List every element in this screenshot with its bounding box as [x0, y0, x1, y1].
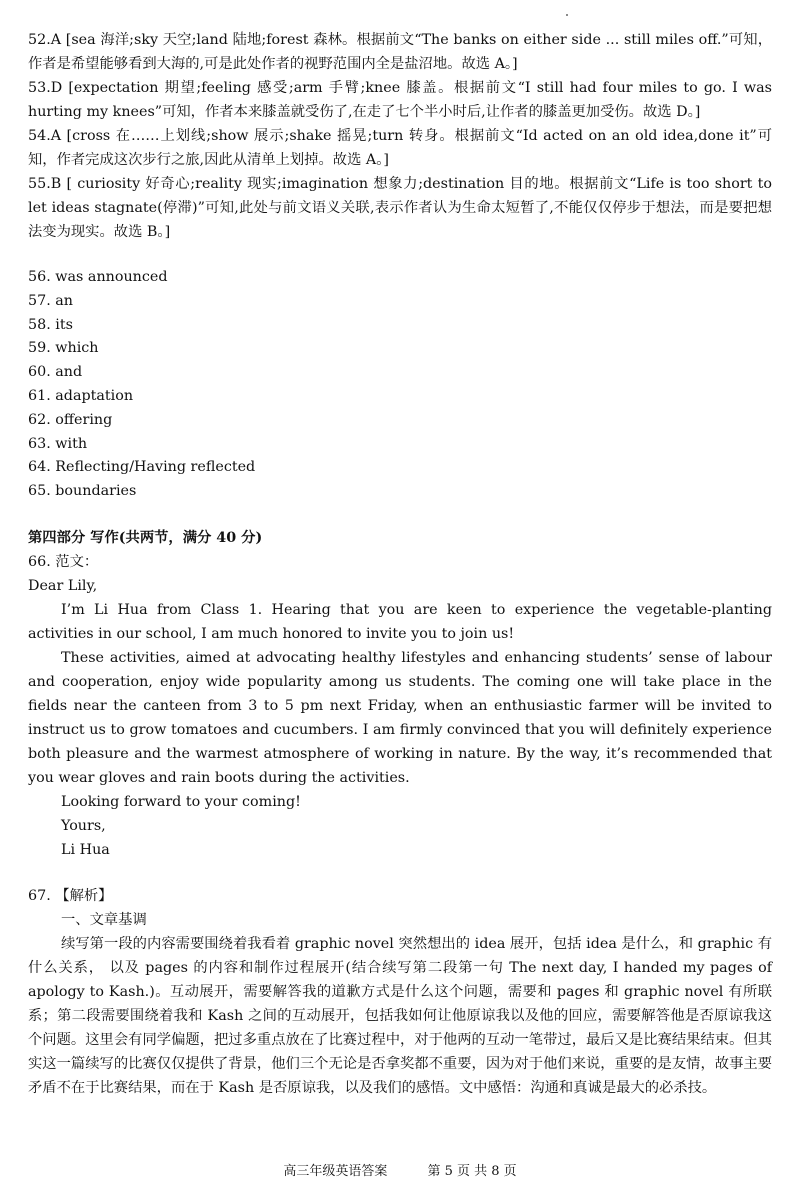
answer-64: 64. Reflecting/Having reflected — [28, 459, 256, 476]
section-title: 第四部分 写作(共两节，满分 40 分) — [28, 529, 263, 546]
q67-label: 67. 【解析】 — [28, 887, 113, 904]
answer-55: 55.B [ curiosity 好奇心;reality 现实;imagination 想象力;destination 目的地。根据前文“Life is too short to let ideas stagnate(停滞)”可知,此处与前文语义关联,表示作者认为生命太短暂了,不能仅仅停步于想法，而是要把想法变为现实。故选 B。] — [28, 176, 772, 240]
grammar-answers — [28, 266, 772, 504]
writing-section — [28, 526, 772, 862]
answer-54: 54.A [cross 在……上划线;show 展示;shake 摇晃;turn 转身。根据前文“Id acted on an old idea,done it”可知，作者完成这次步行之旅,因此从清单上划掉。故选 A。] — [28, 128, 772, 168]
answer-53: 53.D [expectation 期望;feeling 感受;arm 手臂;knee 膝盖。根据前文“I still had four miles to go. I was hurting my knees”可知，作者本来膝盖就受伤了,在走了七个半小时后,让作者的膝盖更加受伤。故选 D。] — [28, 80, 772, 120]
page-footer — [0, 1163, 800, 1181]
letter-yours: Yours, — [61, 817, 106, 834]
answer-60: 60. and — [28, 364, 83, 381]
letter-paragraph-2: These activities, aimed at advocating healthy lifestyles and enhancing students’ sense of labour and cooperation, enjoy wide popularity among us students. The coming one will take place in the fields near the canteen from 3 to 5 pm next Friday, when an enthusiastic farmer will be invited to instruct us to grow tomatoes and cucumbers. I am firmly convinced that you will definitely experience both pleasure and the warmest atmosphere of working in nature. By the way, it’s recommended that you wear gloves and rain boots during the activities. — [28, 649, 772, 786]
answer-59: 59. which — [28, 340, 99, 357]
q67-analysis: 续写第一段的内容需要围绕着我看着 graphic novel 突然想出的 idea 展开，包括 idea 是什么，和 graphic 有什么关系， 以及 pages 的内容和制作过程展开(结合续写第二段第一句 The next day, I handed my pages of apology to Kash.)。互动展开，需要解答我的道歉方式是什么这个问题，需要和 pages 和 graphic novel 有所联系；第二段需要围绕着我和 Kash 之间的互动展开，包括我如何让他原谅我以及他的回应，需要解答他是否原谅我这个问题。这里会有同学偏题，把过多重点放在了比赛过程中，对于他两的互动一笔带过，最后又是比赛结果结束。但其实这一篇续写的比赛仅仅提供了背景，他们三个无论是否拿奖都不重要，因为对于他们来说，重要的是友情，故事主要矛盾不在于比赛结果，而在于 Kash 是否原谅我，以及我们的感悟。文中感悟：沟通和真诚是最大的必杀技。 — [28, 935, 772, 1096]
answer-61: 61. adaptation — [28, 387, 134, 404]
answer-57: 57. an — [28, 292, 74, 309]
footer-subject: 高三年级英语答案 — [283, 1164, 388, 1179]
q67-subheading: 一、文章基调 — [61, 911, 147, 928]
answer-62: 62. offering — [28, 411, 113, 428]
letter-signature: Li Hua — [61, 841, 110, 858]
letter-closing: Looking forward to your coming! — [61, 793, 301, 810]
q66-label: 66. 范文： — [28, 553, 99, 570]
answer-65: 65. boundaries — [28, 483, 137, 500]
reading-answers — [28, 28, 772, 244]
footer-page-number: 第 5 页 共 8 页 — [427, 1164, 517, 1179]
letter-paragraph-1: I’m Li Hua from Class 1. Hearing that you are keen to experience the vegetable-planting activities in our school, I am much honored to invite you to join us! — [28, 601, 772, 642]
answer-58: 58. its — [28, 316, 73, 333]
scan-dot — [566, 14, 568, 16]
q67-section — [28, 884, 772, 1100]
answer-52: 52.A [sea 海洋;sky 天空;land 陆地;forest 森林。根据前文“The banks on either side ... still miles off.”可知，作者是希望能够看到大海的,可是此处作者的视野范围内全是盐沼地。故选 A。] — [28, 32, 772, 72]
answer-56: 56. was announced — [28, 269, 168, 285]
answer-63: 63. with — [28, 435, 88, 452]
letter-salutation: Dear Lily, — [28, 577, 98, 594]
